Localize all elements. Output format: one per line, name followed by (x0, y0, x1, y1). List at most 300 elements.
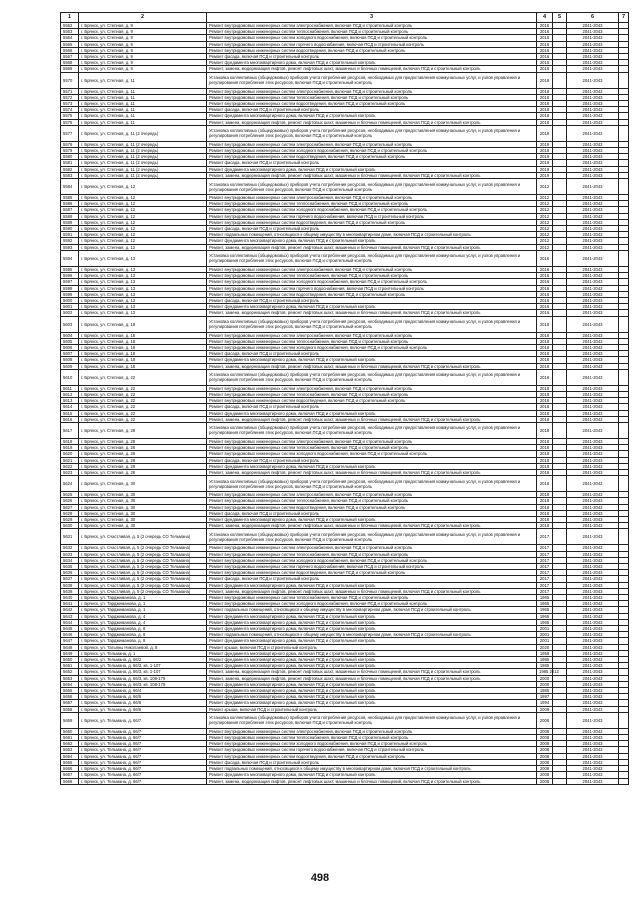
cell-year: 2008 (537, 741, 553, 747)
cell-year: 2018 (537, 523, 553, 529)
cell-work-type: Установка коллективных (общедомовых) приборов учета потребления ресурсов, необходимых для предоставления коммунальных услуг, и узлов управления и регулирования потребления этих ресурсов, включая ПСД и строительный контроль (207, 72, 537, 88)
cell-period: 2041-2043 (567, 66, 619, 72)
cell-year: 2019 (537, 154, 553, 160)
cell-work-type: Ремонт фасада, включая ПСД и строительный контроль (207, 351, 537, 357)
cell-work-type: Ремонт, замена, модернизация лифтов, ремонт лифтовых шахт, машинных и блочных помещений, включая ПСД и строительный контроль (207, 523, 537, 529)
cell-period: 2041-2043 (567, 316, 619, 332)
cell-number: 5644 (61, 619, 79, 625)
cell-year: 2018 (537, 510, 553, 516)
cell-year: 1985 (537, 688, 553, 694)
cell-period: 2041-2043 (567, 297, 619, 303)
cell-address: г. Брянск, ул. Степная, д. 18 (79, 351, 207, 357)
cell-address: г. Брянск, ул. Степная, д. 28 (79, 438, 207, 444)
cell-address: г. Брянск, ул. Счастливая, д. 5 (2 очередь СО Тельмана) (79, 588, 207, 594)
cell-year: 2016 (537, 310, 553, 316)
cell-period: 2041-2043 (567, 148, 619, 154)
cell-period: 2041-2043 (567, 125, 619, 141)
cell-year: 2018 (537, 451, 553, 457)
cell-number: 5579 (61, 148, 79, 154)
cell-address: г. Брянск, ул. Степная, д. 28 (79, 463, 207, 469)
cell-work-type: Ремонт фундамента многоквартирного дома, включая ПСД и строительный контроль (207, 657, 537, 663)
cell-work-type: Ремонт фундамента многоквартирного дома, включая ПСД и строительный контроль (207, 613, 537, 619)
cell-address: г. Брянск, ул. Степная, д. 12 (79, 201, 207, 207)
cell-address: г. Брянск, ул. Степная, д. 11 (2 очередь) (79, 154, 207, 160)
cell-address: г. Брянск, ул. Степная, д. 9 (79, 35, 207, 41)
cell-year: 2012 (537, 244, 553, 250)
cell-number: 5624 (61, 476, 79, 492)
cell-number: 5633 (61, 551, 79, 557)
cell-address: г. Брянск, ул. Тельмана, д. 66/4 (79, 688, 207, 694)
cell-work-type: Ремонт фундамента многоквартирного дома, включая ПСД и строительный контроль (207, 688, 537, 694)
cell-work-type: Ремонт внутридомовых инженерных систем электроснабжения, включая ПСД и строительный контроль (207, 385, 537, 391)
cell-number: 5649 (61, 650, 79, 656)
cell-address: г. Брянск, ул. Счастливая, д. 5 (2 очередь СО Тельмана) (79, 529, 207, 545)
cell-address: г. Брянск, ул. Тельмана, д. 66/7 (79, 747, 207, 753)
cell-year: 2012 (537, 232, 553, 238)
cell-number: 5625 (61, 492, 79, 498)
cell-year: 2017 (537, 570, 553, 576)
cell-col7 (619, 369, 629, 385)
cell-work-type: Ремонт, замена, модернизация лифтов, ремонт лифтовых шахт, машинных и блочных помещений, включая ПСД и строительный контроль (207, 416, 537, 422)
cell-year: 2020 (537, 644, 553, 650)
cell-address: г. Брянск, ул. Степная, д. 12 (79, 244, 207, 250)
cell-number: 5622 (61, 463, 79, 469)
cell-number: 5661 (61, 735, 79, 741)
cell-year: 2018 (537, 498, 553, 504)
cell-number: 5583 (61, 172, 79, 178)
cell-period: 2041-2043 (567, 385, 619, 391)
cell-address: г. Брянск, ул. Тельмана, д. 66/7 (79, 735, 207, 741)
cell-period: 2041-2043 (567, 107, 619, 113)
cell-period: 2041-2043 (567, 557, 619, 563)
cell-period: 2041-2043 (567, 681, 619, 687)
cell-work-type: Ремонт, замена, модернизация лифтов, ремонт лифтовых шахт, машинных и блочных помещений, включая ПСД и строительный контроль (207, 469, 537, 475)
cell-work-type: Ремонт внутридомовых инженерных систем электроснабжения, включая ПСД и строительный контроль (207, 23, 537, 29)
cell-period: 2041-2043 (567, 266, 619, 272)
cell-address: г. Брянск, ул. Степная, д. 18 (79, 332, 207, 338)
cell-period: 2041-2043 (567, 510, 619, 516)
cell-work-type: Ремонт подвальных помещений, относящихся к общему имуществу в многоквартирном доме, включая ПСД и строительный контроль (207, 607, 537, 613)
cell-number: 5639 (61, 588, 79, 594)
cell-address: г. Брянск, ул. Степная, д. 18 (79, 363, 207, 369)
cell-year: 2016 (537, 54, 553, 60)
cell-work-type: Ремонт внутридомовых инженерных систем теплоснабжения, включая ПСД и строительный контроль (207, 445, 537, 451)
cell-address: г. Брянск, ул. Степная, д. 9 (79, 41, 207, 47)
cell-number: 5575 (61, 113, 79, 119)
cell-address: г. Брянск, ул. Степная, д. 28 (79, 469, 207, 475)
cell-year: 2018 (537, 385, 553, 391)
cell-work-type: Ремонт фундамента многоквартирного дома, включая ПСД и строительный контроль (207, 694, 537, 700)
cell-year: 2001 (537, 638, 553, 644)
cell-period: 2041-2043 (567, 759, 619, 765)
cell-number: 5587 (61, 207, 79, 213)
cell-work-type: Ремонт фундамента многоквартирного дома, включая ПСД и строительный контроль (207, 304, 537, 310)
cell-year: 2018 (537, 516, 553, 522)
cell-number: 5570 (61, 72, 79, 88)
cell-work-type: Ремонт внутридомовых инженерных систем электроснабжения, включая ПСД и строительный контроль (207, 438, 537, 444)
cell-col7 (619, 778, 629, 784)
cell-address: г. Брянск, ул. Степная, д. 18 (79, 316, 207, 332)
cell-period: 2041-2043 (567, 588, 619, 594)
cell-period: 2041-2043 (567, 273, 619, 279)
cell-work-type: Ремонт внутридомовых инженерных систем холодного водоснабжения, включая ПСД и строительный контроль (207, 601, 537, 607)
cell-work-type: Ремонт внутридомовых инженерных систем холодного водоснабжения, включая ПСД и строительный контроль (207, 279, 537, 285)
cell-address: г. Брянск, ул. Счастливая, д. 5 (2 очередь СО Тельмана) (79, 545, 207, 551)
cell-year: 2012 (537, 213, 553, 219)
cell-number: 5611 (61, 385, 79, 391)
cell-number: 5615 (61, 410, 79, 416)
cell-work-type: Ремонт внутридомовых инженерных систем холодного водоснабжения, включая ПСД и строительный контроль (207, 148, 537, 154)
cell-year: 2018 (537, 119, 553, 125)
table-row (61, 166, 629, 172)
cell-number: 5586 (61, 201, 79, 207)
cell-address: г. Брянск, ул. Степная, д. 11 (2 очередь) (79, 160, 207, 166)
cell-year: 2015 (537, 60, 553, 66)
cell-period: 2041-2043 (567, 663, 619, 669)
cell-work-type: Ремонт крыши, включая ПСД и строительный контроль (207, 706, 537, 712)
cell-number: 5650 (61, 657, 79, 663)
cell-number: 5647 (61, 638, 79, 644)
cell-work-type: Ремонт фундамента многоквартирного дома, включая ПСД и строительный контроль (207, 772, 537, 778)
cell-work-type: Ремонт фундамента многоквартирного дома, включая ПСД и строительный контроль (207, 238, 537, 244)
cell-work-type: Ремонт внутридомовых инженерных систем холодного водоснабжения, включая ПСД и строительный контроль (207, 557, 537, 563)
cell-period: 2041-2043 (567, 398, 619, 404)
cell-period: 2041-2043 (567, 172, 619, 178)
cell-address: г. Брянск, ул. Тарджиманова, д. 4 (79, 613, 207, 619)
cell-work-type: Ремонт крыши, включая ПСД и строительный контроль (207, 644, 537, 650)
cell-year: 1985 (537, 663, 553, 669)
cell-address: г. Брянск, ул. Степная, д. 13 (79, 304, 207, 310)
cell-year: 2019 (537, 148, 553, 154)
cell-address: г. Брянск, ул. Счастливая, д. 5 (2 очередь СО Тельмана) (79, 576, 207, 582)
cell-period: 2041-2043 (567, 35, 619, 41)
cell-year: 2001 (537, 632, 553, 638)
cell-work-type: Ремонт внутридомовых инженерных систем горячего водоснабжения, включая ПСД и строительный контроль (207, 213, 537, 219)
cell-period: 2041-2043 (567, 338, 619, 344)
cell-period: 2041-2043 (567, 582, 619, 588)
cell-address: г. Брянск, ул. Степная, д. 22 (79, 391, 207, 397)
cell-address: г. Брянск, ул. Степная, д. 11 (2 очередь) (79, 125, 207, 141)
cell-year: 2012 (537, 207, 553, 213)
cell-year: 2018 (537, 107, 553, 113)
cell-address: г. Брянск, ул. Степная, д. 22 (79, 385, 207, 391)
cell-address: г. Брянск, ул. Тарджиманова, д. 8 (79, 638, 207, 644)
table-row (61, 545, 629, 551)
cell-period: 2041-2043 (567, 735, 619, 741)
table-row (61, 476, 629, 492)
table-row (61, 172, 629, 178)
cell-year: 2000 (537, 675, 553, 681)
cell-year: 2000 (537, 681, 553, 687)
cell-period: 2041-2043 (567, 632, 619, 638)
table-row (61, 125, 629, 141)
cell-period: 2041-2043 (567, 47, 619, 53)
cell-number: 5582 (61, 166, 79, 172)
cell-address: г. Брянск, ул. Степная, д. 30 (79, 510, 207, 516)
cell-number: 5642 (61, 607, 79, 613)
cell-address: г. Брянск, ул. Степная, д. 30 (79, 504, 207, 510)
cell-work-type: Ремонт внутридомовых инженерных систем теплоснабжения, включая ПСД и строительный контроль (207, 551, 537, 557)
cell-year: 2018 (537, 445, 553, 451)
cell-work-type: Установка коллективных (общедомовых) приборов учета потребления ресурсов, необходимых для предоставления коммунальных услуг, и узлов управления и регулирования потребления этих ресурсов, включая ПСД и строительный контроль (207, 316, 537, 332)
cell-period: 2041-2043 (567, 154, 619, 160)
cell-address: г. Брянск, ул. Степная, д. 28 (79, 457, 207, 463)
cell-address: г. Брянск, ул. Счастливая, д. 5 (2 очередь СО Тельмана) (79, 551, 207, 557)
cell-work-type: Ремонт внутридомовых инженерных систем холодного водоснабжения, включая ПСД и строительный контроль (207, 207, 537, 213)
cell-period: 2041-2043 (567, 416, 619, 422)
cell-period: 2041-2043 (567, 613, 619, 619)
cell-work-type: Ремонт фундамента многоквартирного дома, включая ПСД и строительный контроль (207, 166, 537, 172)
cell-year: 2018 (537, 398, 553, 404)
cell-period: 2041-2043 (567, 694, 619, 700)
cell-period: 2041-2043 (567, 54, 619, 60)
cell-period: 2041-2043 (567, 601, 619, 607)
cell-work-type: Установка коллективных (общедомовых) приборов учета потребления ресурсов, необходимых для предоставления коммунальных услуг, и узлов управления и регулирования потребления этих ресурсов, включая ПСД и строительный контроль (207, 369, 537, 385)
cell-address: г. Брянск, ул. Степная, д. 12 (79, 179, 207, 195)
cell-number: 5636 (61, 570, 79, 576)
cell-period: 2041-2043 (567, 564, 619, 570)
table-row (61, 141, 629, 147)
cell-period: 2041-2043 (567, 244, 619, 250)
cell-address: г. Брянск, ул. Счастливая, д. 5 (2 очередь СО Тельмана) (79, 557, 207, 563)
cell-year: 1965 (537, 601, 553, 607)
cell-number: 5655 (61, 688, 79, 694)
cell-year: 2008 (537, 747, 553, 753)
cell-number: 5608 (61, 357, 79, 363)
cell-number: 5656 (61, 694, 79, 700)
cell-period: 2041-2043 (567, 700, 619, 706)
cell-year: 2001 (537, 626, 553, 632)
cell-year: 2019 (537, 141, 553, 147)
cell-number: 5623 (61, 469, 79, 475)
cell-number: 5585 (61, 195, 79, 201)
cell-number: 5573 (61, 101, 79, 107)
cell-year: 2016 (537, 35, 553, 41)
cell-number: 5592 (61, 238, 79, 244)
cell-number: 5665 (61, 759, 79, 765)
cell-year: 2018 (537, 351, 553, 357)
cell-address: г. Брянск, ул. Степная, д. 30 (79, 516, 207, 522)
cell-work-type: Ремонт внутридомовых инженерных систем холодного водоснабжения, включая ПСД и строительный контроль (207, 451, 537, 457)
cell-number: 5646 (61, 632, 79, 638)
cell-work-type: Ремонт, замена, модернизация лифтов, ремонт лифтовых шахт, машинных и блочных помещений, включая ПСД и строительный контроль (207, 363, 537, 369)
cell-work-type: Ремонт внутридомовых инженерных систем водоотведения, включая ПСД и строительный контроль (207, 47, 537, 53)
cell-year: 2016 (537, 47, 553, 53)
cell-address: г. Брянск, ул. Тельмана, д. 66/7 (79, 772, 207, 778)
cell-year: 2018 (537, 316, 553, 332)
cell-work-type: Ремонт фундамента многоквартирного дома, включая ПСД и строительный контроль (207, 638, 537, 644)
cell-period: 2041-2043 (567, 741, 619, 747)
cell-address: г. Брянск, ул. Тарджиманова, д. 1 (79, 595, 207, 601)
cell-year: 2019 (537, 166, 553, 172)
cell-year: 2016 (537, 297, 553, 303)
cell-number: 5572 (61, 94, 79, 100)
cell-address: г. Брянск, ул. Счастливая, д. 5 (2 очередь СО Тельмана) (79, 570, 207, 576)
cell-year: 2016 (537, 304, 553, 310)
cell-period: 2041-2043 (567, 166, 619, 172)
cell-period: 2041-2043 (567, 279, 619, 285)
cell-address: г. Брянск, ул. Степная, д. 11 (79, 94, 207, 100)
cell-number: 5571 (61, 88, 79, 94)
cell-col7 (619, 125, 629, 141)
cell-number: 5577 (61, 125, 79, 141)
cell-period: 2041-2043 (567, 476, 619, 492)
cell-number: 5638 (61, 582, 79, 588)
cell-year: 2018 (537, 422, 553, 438)
cell-period: 2041-2043 (567, 369, 619, 385)
cell-address: г. Брянск, ул. Степная, д. 22 (79, 410, 207, 416)
cell-col7 (619, 72, 629, 88)
cell-year: 2018 (537, 357, 553, 363)
cell-address: г. Брянск, ул. Тарджиманова, д. 4 (79, 619, 207, 625)
cell-address: г. Брянск, ул. Степная, д. 13 (79, 285, 207, 291)
cell-period: 2041-2043 (567, 410, 619, 416)
cell-number: 5607 (61, 351, 79, 357)
cell-col5 (553, 250, 567, 266)
cell-work-type: Ремонт фасада, включая ПСД и строительный контроль (207, 160, 537, 166)
cell-number: 5613 (61, 398, 79, 404)
cell-year: 2018 (537, 363, 553, 369)
cell-number: 5564 (61, 35, 79, 41)
cell-address: г. Брянск, ул. Степная, д. 9 (79, 54, 207, 60)
cell-address: г. Брянск, ул. Степная, д. 11 (79, 107, 207, 113)
cell-work-type: Ремонт фундамента многоквартирного дома, включая ПСД и строительный контроль (207, 582, 537, 588)
cell-work-type: Ремонт подвальных помещений, относящихся к общему имуществу в многоквартирном доме, включая ПСД и строительный контроль (207, 766, 537, 772)
cell-address: г. Брянск, ул. Степная, д. 9 (79, 29, 207, 35)
cell-year: 2018 (537, 338, 553, 344)
cell-work-type: Ремонт внутридомовых инженерных систем теплоснабжения, включая ПСД и строительный контроль (207, 201, 537, 207)
cell-number: 5658 (61, 706, 79, 712)
table-row (61, 250, 629, 266)
table-row (61, 669, 629, 675)
cell-number: 5637 (61, 576, 79, 582)
cell-year: 2019 (537, 160, 553, 166)
cell-year: 2018 (537, 416, 553, 422)
cell-address: г. Брянск, ул. Степная, д. 12 (79, 232, 207, 238)
cell-number: 5618 (61, 438, 79, 444)
cell-work-type: Ремонт подвальных помещений, относящихся к общему имуществу в многоквартирном доме, включая ПСД и строительный контроль (207, 232, 537, 238)
cell-number: 5609 (61, 363, 79, 369)
table-row (61, 551, 629, 557)
table-row (61, 72, 629, 88)
table-row (61, 422, 629, 438)
cell-work-type: Установка коллективных (общедомовых) приборов учета потребления ресурсов, необходимых для предоставления коммунальных услуг, и узлов управления и регулирования потребления этих ресурсов, включая ПСД и строительный контроль (207, 179, 537, 195)
table-row (61, 588, 629, 594)
cell-number: 5597 (61, 279, 79, 285)
cell-work-type: Ремонт внутридомовых инженерных систем водоотведения, включая ПСД и строительный контроль (207, 504, 537, 510)
table-header-row (61, 13, 629, 23)
cell-work-type: Ремонт, замена, модернизация лифтов, ремонт лифтовых шахт, машинных и блочных помещений, включая ПСД и строительный контроль (207, 244, 537, 250)
cell-work-type: Ремонт, замена, модернизация лифтов, ремонт лифтовых шахт, машинных и блочных помещений, включая ПСД и строительный контроль (207, 66, 537, 72)
cell-period: 2041-2043 (567, 41, 619, 47)
cell-work-type: Ремонт внутридомовых инженерных систем горячего водоснабжения, включая ПСД и строительный контроль (207, 564, 537, 570)
cell-address: г. Брянск, ул. Тельмана, д. 66/3, кв. 1-107 (79, 669, 207, 675)
cell-number: 5604 (61, 332, 79, 338)
cell-year: 2018 (537, 410, 553, 416)
cell-period: 2041-2043 (567, 772, 619, 778)
cell-work-type: Ремонт фасада, включая ПСД и строительный контроль (207, 404, 537, 410)
cell-number: 5603 (61, 316, 79, 332)
cell-period: 2041-2043 (567, 285, 619, 291)
cell-year: 2016 (537, 266, 553, 272)
cell-address: г. Брянск, ул. Степная, д. 13 (79, 266, 207, 272)
cell-period: 2041-2043 (567, 363, 619, 369)
cell-period: 2041-2043 (567, 438, 619, 444)
cell-year: 2018 (537, 332, 553, 338)
cell-number: 5648 (61, 644, 79, 650)
cell-number: 5610 (61, 369, 79, 385)
cell-period: 2041-2043 (567, 753, 619, 759)
cell-period: 2041-2043 (567, 23, 619, 29)
cell-work-type: Ремонт внутридомовых инженерных систем электроснабжения, включая ПСД и строительный контроль (207, 266, 537, 272)
cell-number: 5566 (61, 47, 79, 53)
cell-number: 5621 (61, 457, 79, 463)
cell-year: 2018 (537, 404, 553, 410)
cell-year: 2008 (537, 759, 553, 765)
cell-period: 2041-2043 (567, 576, 619, 582)
cell-number: 5598 (61, 285, 79, 291)
cell-year: 2018 (537, 113, 553, 119)
cell-year: 2018 (537, 469, 553, 475)
cell-address: г. Брянск, ул. Степная, д. 18 (79, 357, 207, 363)
cell-work-type: Ремонт внутридомовых инженерных систем электроснабжения, включая ПСД и строительный контроль (207, 195, 537, 201)
cell-period: 2041-2043 (567, 551, 619, 557)
cell-work-type: Ремонт внутридомовых инженерных систем холодного водоснабжения, включая ПСД и строительный контроль (207, 741, 537, 747)
cell-work-type: Ремонт фундамента многоквартирного дома, включая ПСД и строительный контроль (207, 681, 537, 687)
cell-address: г. Брянск, ул. Степная, д. 13 (79, 297, 207, 303)
cell-period: 2041-2043 (567, 422, 619, 438)
cell-year: 2012 (537, 179, 553, 195)
cell-number: 5617 (61, 422, 79, 438)
cell-address: г. Брянск, ул. Тельмана, д. 66/2 (79, 657, 207, 663)
table-row (61, 712, 629, 728)
cell-address: г. Брянск, ул. Степная, д. 13 (79, 250, 207, 266)
cell-address: г. Брянск, ул. Степная, д. 13 (79, 310, 207, 316)
cell-number: 5667 (61, 772, 79, 778)
cell-year: 2017 (537, 557, 553, 563)
cell-number: 5651 (61, 663, 79, 669)
cell-period: 2041-2043 (567, 516, 619, 522)
cell-work-type: Ремонт фундамента многоквартирного дома, включая ПСД и строительный контроль (207, 626, 537, 632)
cell-number: 5588 (61, 213, 79, 219)
cell-year: 2016 (537, 66, 553, 72)
cell-number: 5562 (61, 23, 79, 29)
cell-work-type: Ремонт фундамента многоквартирного дома, включая ПСД и строительный контроль (207, 663, 537, 669)
cell-work-type: Ремонт фасада, включая ПСД и строительный контроль (207, 54, 537, 60)
cell-year: 2017 (537, 582, 553, 588)
cell-year: 2017 (537, 588, 553, 594)
cell-period: 2041-2043 (567, 60, 619, 66)
cell-work-type: Ремонт, замена, модернизация лифтов, ремонт лифтовых шахт, машинных и блочных помещений, включая ПСД и строительный контроль (207, 588, 537, 594)
cell-period: 2041-2043 (567, 657, 619, 663)
cell-work-type: Ремонт внутридомовых инженерных систем электроснабжения, включая ПСД и строительный контроль (207, 545, 537, 551)
cell-number: 5599 (61, 291, 79, 297)
cell-address: г. Брянск, ул. Степная, д. 28 (79, 451, 207, 457)
cell-work-type: Ремонт фасада, включая ПСД и строительный контроль (207, 457, 537, 463)
cell-address: г. Брянск, ул. Степная, д. 18 (79, 344, 207, 350)
cell-work-type: Ремонт, замена, модернизация лифтов, ремонт лифтовых шахт, машинных и блочных помещений, включая ПСД и строительный контроль (207, 675, 537, 681)
cell-year: 2019 (537, 172, 553, 178)
cell-address: г. Брянск, ул. Степная, д. 12 (79, 213, 207, 219)
cell-address: г. Брянск, ул. Степная, д. 22 (79, 416, 207, 422)
cell-number: 5640 (61, 595, 79, 601)
cell-work-type: Ремонт внутридомовых инженерных систем теплоснабжения, включая ПСД и строительный контроль (207, 338, 537, 344)
cell-address: г. Брянск, ул. Тельмана, д. 66/7 (79, 778, 207, 784)
cell-period: 2041-2043 (567, 226, 619, 232)
cell-work-type: Ремонт внутридомовых инженерных систем электроснабжения, включая ПСД и строительный контроль (207, 492, 537, 498)
cell-number: 5619 (61, 445, 79, 451)
cell-number: 5576 (61, 119, 79, 125)
